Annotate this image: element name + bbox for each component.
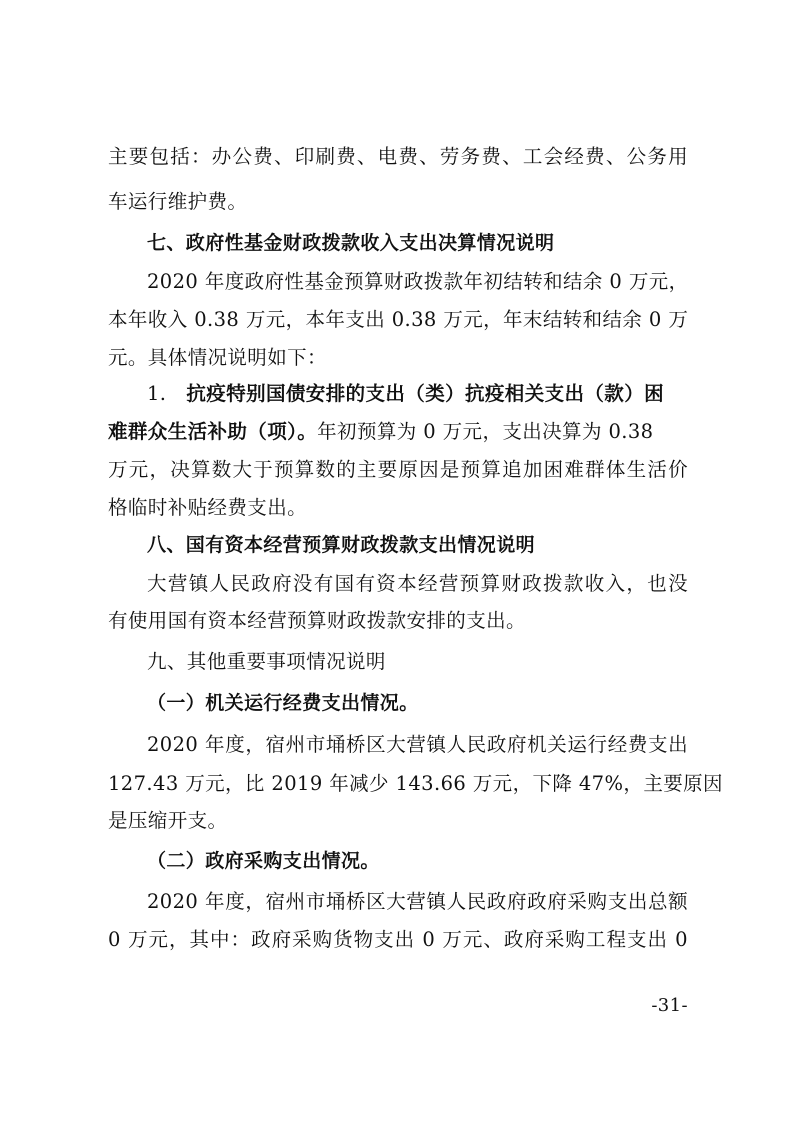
list-item-1-line xyxy=(147,380,688,408)
paragraph-line: 格临时补贴经费支出。 xyxy=(108,496,308,519)
list-item-text: 年初预算为 0 万元，支出决算为 0.38 xyxy=(317,420,654,443)
section-heading-8: 八、国有资本经营预算财政拨款支出情况说明 xyxy=(147,534,536,556)
section-heading-7: 七、政府性基金财政拨款收入支出决算情况说明 xyxy=(147,232,555,254)
paragraph-line: 车运行维护费。 xyxy=(108,190,248,213)
paragraph-line: 本年收入 0.38 万元，本年支出 0.38 万元，年末结转和结余 0 万 xyxy=(108,308,689,331)
list-item-1-line xyxy=(108,418,688,446)
paragraph-line: 有使用国有资本经营预算财政拨款安排的支出。 xyxy=(108,609,526,632)
page-number: -31- xyxy=(651,995,688,1016)
paragraph-line: 2020 年度政府性基金预算财政拨款年初结转和结余 0 万元， xyxy=(147,270,689,293)
paragraph-line: 主要包括：办公费、印刷费、电费、劳务费、工会经费、公务用 xyxy=(108,145,688,168)
list-item-number: 1. xyxy=(147,382,167,405)
paragraph-line: 大营镇人民政府没有国有资本经营预算财政拨款收入，也没 xyxy=(147,572,688,595)
list-item-bold-text: 抗疫特别国债安排的支出（类）抗疫相关支出（款）困 xyxy=(186,382,665,405)
paragraph-line: 2020 年度，宿州市埇桥区大营镇人民政府政府采购支出总额 xyxy=(147,890,688,913)
subsection-heading-1: （一）机关运行经费支出情况。 xyxy=(147,692,419,714)
paragraph-line: 万元，决算数大于预算数的主要原因是预算追加困难群体生活价 xyxy=(108,458,688,481)
paragraph-line: 0 万元，其中：政府采购货物支出 0 万元、政府采购工程支出 0 xyxy=(108,928,688,951)
subsection-heading-2: （二）政府采购支出情况。 xyxy=(147,850,380,872)
paragraph-line: 元。具体情况说明如下： xyxy=(108,346,327,369)
list-item-bold-text: 难群众生活补助（项）。 xyxy=(108,420,318,443)
paragraph-line: 是压缩开支。 xyxy=(108,809,228,832)
paragraph-line: 127.43 万元，比 2019 年减少 143.66 万元，下降 47%，主要原因 xyxy=(108,772,723,795)
paragraph-line: 2020 年度，宿州市埇桥区大营镇人民政府机关运行经费支出 xyxy=(147,733,688,756)
section-heading-9: 九、其他重要事项情况说明 xyxy=(147,650,386,673)
